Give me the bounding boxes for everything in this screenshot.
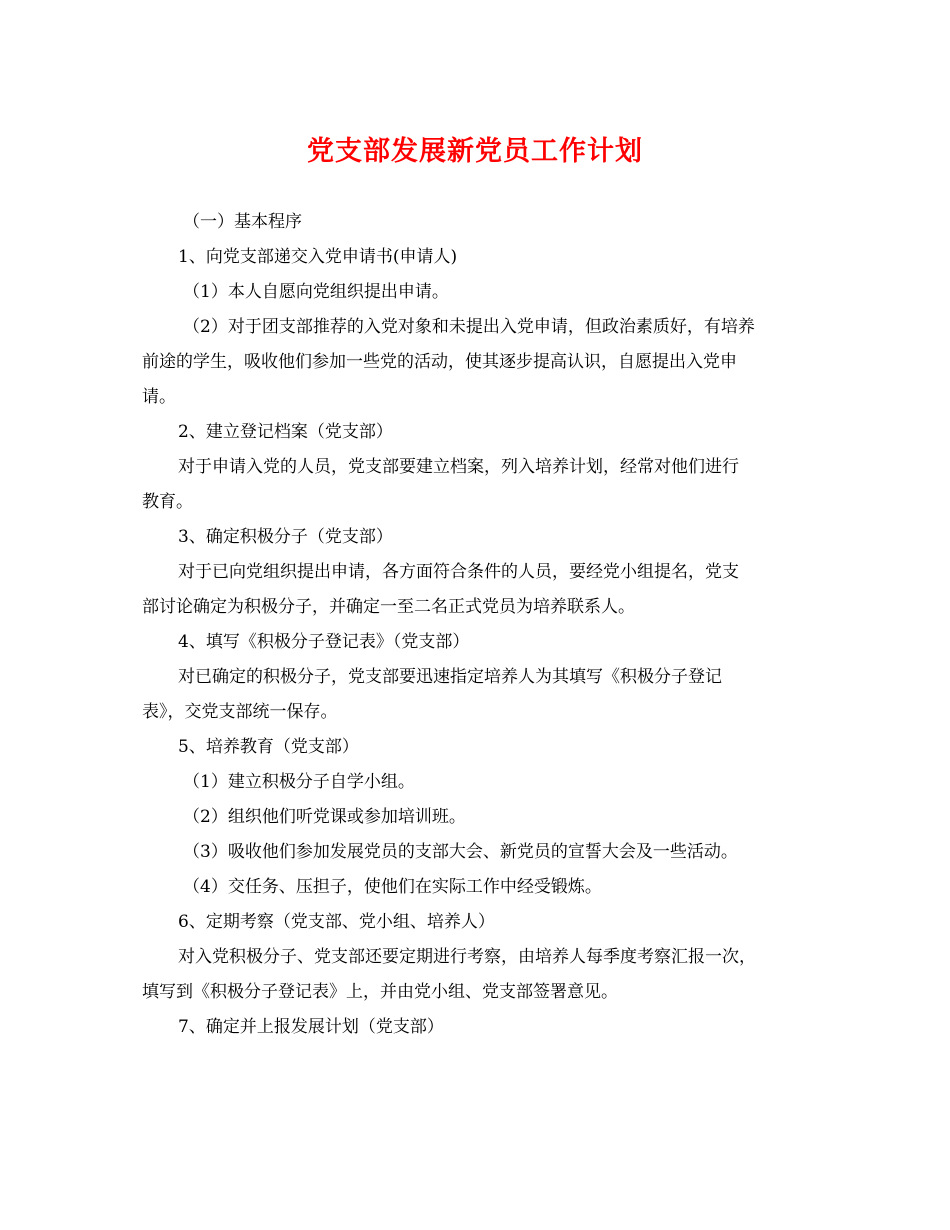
document-body xyxy=(142,205,810,1045)
sub-item: （2）对于团支部推荐的入党对象和未提出入党申请，但政治素质好，有培养 xyxy=(183,317,755,337)
step-heading: 5、培养教育（党支部） xyxy=(178,737,359,757)
step-heading: 3、确定积极分子（党支部） xyxy=(178,527,393,547)
step-heading: 4、填写《积极分子登记表》（党支部） xyxy=(178,632,470,652)
paragraph-line: 对入党积极分子、党支部还要定期进行考察，由培养人每季度考察汇报一次， xyxy=(178,947,756,967)
step-heading: 1、向党支部递交入党申请书(申请人) xyxy=(178,247,458,267)
paragraph-line: 对于申请入党的人员，党支部要建立档案，列入培养计划，经常对他们进行 xyxy=(178,457,739,477)
sub-item: （1）建立积极分子自学小组。 xyxy=(183,772,415,792)
step-heading: 7、确定并上报发展计划（党支部） xyxy=(178,1017,444,1037)
paragraph-line: 前途的学生，吸收他们参加一些党的活动，使其逐步提高认识，自愿提出入党申 xyxy=(142,352,737,372)
paragraph-line: 部讨论确定为积极分子，并确定一至二名正式党员为培养联系人。 xyxy=(142,597,635,617)
sub-item: （4）交任务、压担子，使他们在实际工作中经受锻炼。 xyxy=(183,877,602,897)
paragraph-line: 请。 xyxy=(142,387,176,407)
paragraph-line: 教育。 xyxy=(142,492,193,512)
paragraph-line: 对于已向党组织提出申请，各方面符合条件的人员，要经党小组提名，党支 xyxy=(178,562,739,582)
paragraph-line: 对已确定的积极分子，党支部要迅速指定培养人为其填写《积极分子登记 xyxy=(178,667,722,687)
sub-item: （1）本人自愿向党组织提出申请。 xyxy=(183,282,449,302)
paragraph-line: 填写到《积极分子登记表》上，并由党小组、党支部签署意见。 xyxy=(142,982,618,1002)
sub-item: （2）组织他们听党课或参加培训班。 xyxy=(183,807,466,827)
sub-item: （3）吸收他们参加发展党员的支部大会、新党员的宣誓大会及一些活动。 xyxy=(183,842,738,862)
section-heading: （一）基本程序 xyxy=(183,212,302,232)
step-heading: 6、定期考察（党支部、党小组、培养人） xyxy=(178,912,495,932)
step-heading: 2、建立登记档案（党支部） xyxy=(178,422,393,442)
document-title: 党支部发展新党员工作计划 xyxy=(307,136,643,167)
paragraph-line: 表》，交党支部统一保存。 xyxy=(142,702,338,722)
